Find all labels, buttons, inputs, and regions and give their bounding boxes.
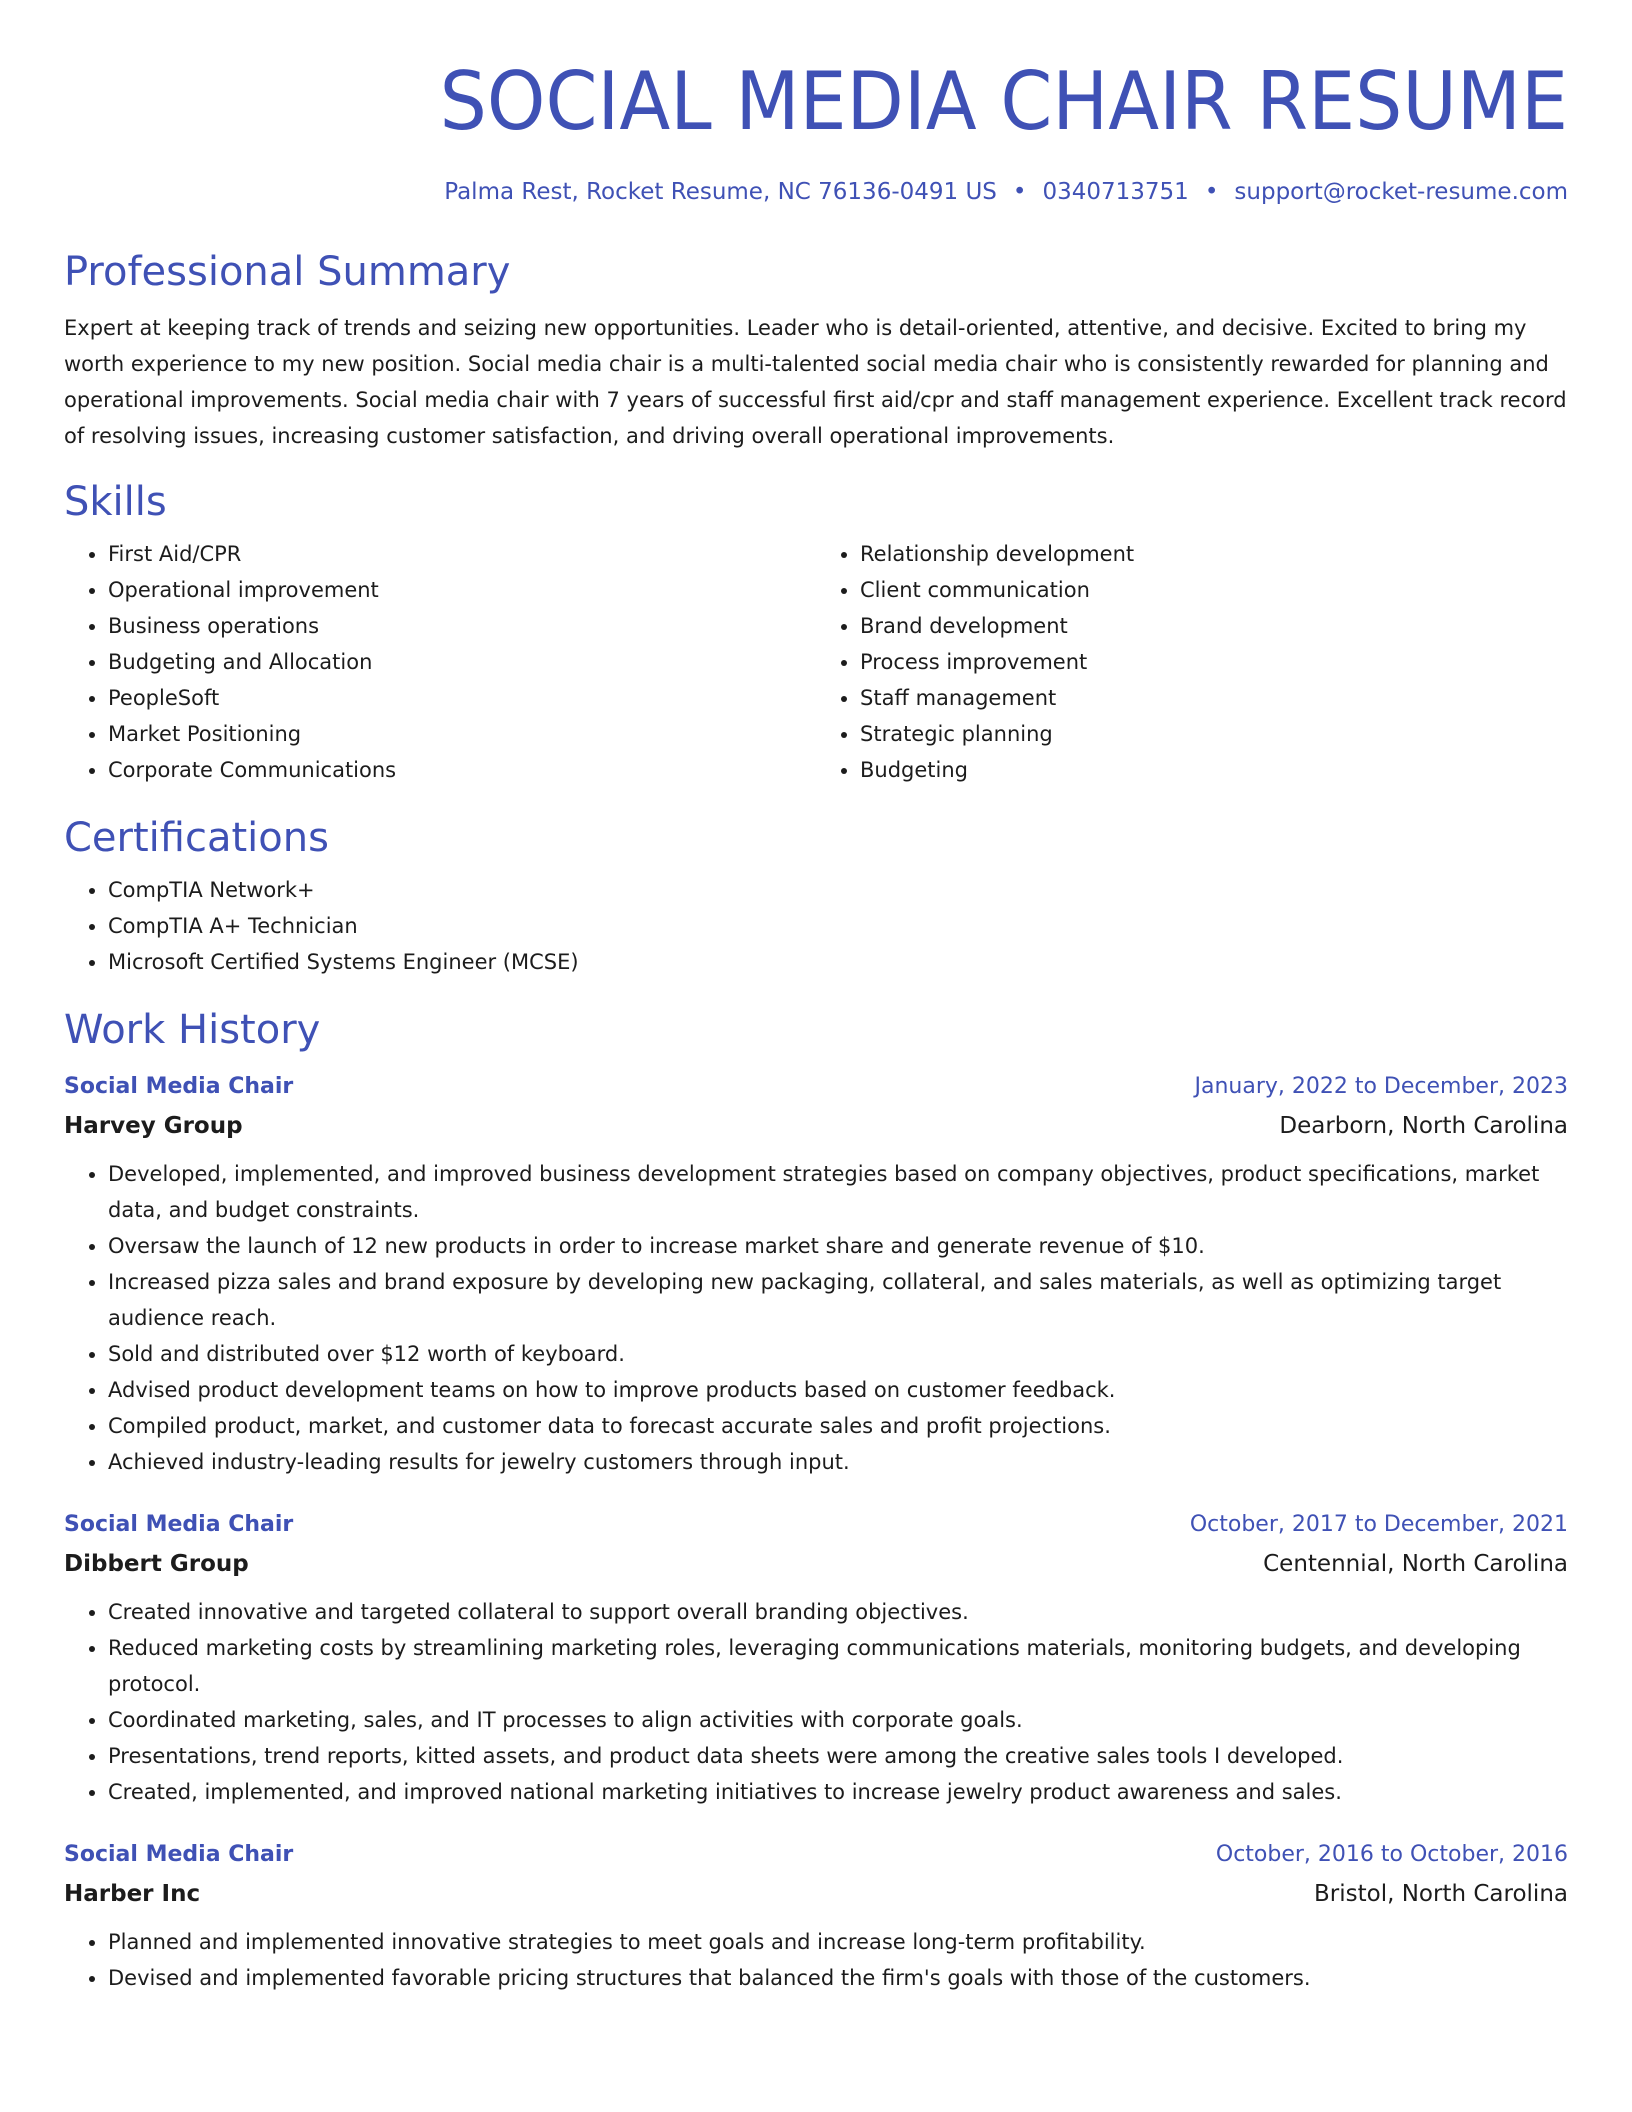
skill-item: • Budgeting and Allocation: [108, 644, 816, 680]
resume-title: SOCIAL MEDIA CHAIR RESUME: [439, 55, 1569, 148]
skill-item: • Brand development: [860, 608, 1568, 644]
contact-separator: •: [1204, 179, 1219, 205]
certification-item: • CompTIA A+ Technician: [108, 908, 1568, 944]
skill-item: • Operational improvement: [108, 572, 816, 608]
job-bullet: • Compiled product, market, and customer data to forecast accurate sales and profit projections.: [108, 1408, 1568, 1444]
section-heading-skills: Skills: [64, 479, 167, 525]
job-title: Social Media Chair: [64, 1842, 294, 1867]
job-bullet: • Advised product development teams on how to improve products based on customer feedback.: [108, 1372, 1568, 1408]
skill-item: • Relationship development: [860, 536, 1568, 572]
job-bullet: • Devised and implemented favorable pricing structures that balanced the firm's goals with those of the customers.: [108, 1960, 1568, 1996]
job-entry: [64, 1068, 1568, 1480]
job-company-row: [64, 1874, 1568, 1914]
skills-column-right: [816, 530, 1568, 788]
section-heading-certifications: Certifications: [64, 815, 329, 861]
job-header-row: [64, 1068, 1568, 1106]
job-bullets: [64, 1924, 1568, 1996]
skill-item: • Staff management: [860, 680, 1568, 716]
job-header-row: [64, 1506, 1568, 1544]
summary-text: Expert at keeping track of trends and seizing new opportunities. Leader who is detail-oriented, attentive, and decisive. Excited to bring my worth experience to my new position. Social media chair is a multi-talented social media chair who is consistently rewarded for planning and operational improvements. Social media chair with 7 years of successful first aid/cpr and staff management experience. Excellent track record of resolving issues, increasing customer satisfaction, and driving overall operational improvements.: [64, 316, 1567, 448]
work-history-section: [64, 1002, 1568, 1996]
job-company: Dibbert Group: [64, 1551, 249, 1577]
certification-item: • CompTIA Network+: [108, 872, 1568, 908]
job-bullet: • Developed, implemented, and improved business development strategies based on company objectives, product specifications, market data, and budget constraints.: [108, 1156, 1568, 1228]
skill-item: • Business operations: [108, 608, 816, 644]
job-entry: [64, 1506, 1568, 1810]
job-dates: October, 2016 to October, 2016: [1215, 1842, 1568, 1867]
job-header-row: [64, 1836, 1568, 1874]
skill-item: • First Aid/CPR: [108, 536, 816, 572]
skills-column-left: [64, 530, 816, 788]
job-company-row: [64, 1106, 1568, 1146]
job-dates: October, 2017 to December, 2021: [1189, 1512, 1568, 1537]
job-bullet: • Presentations, trend reports, kitted assets, and product data sheets were among the creative sales tools I developed.: [108, 1738, 1568, 1774]
skills-section: [64, 474, 1568, 788]
section-heading-summary: Professional Summary: [64, 249, 511, 295]
job-dates: January, 2022 to December, 2023: [1194, 1074, 1568, 1099]
contact-line: [64, 174, 1568, 210]
job-company-row: [64, 1544, 1568, 1584]
skills-list-right: [816, 536, 1568, 788]
job-bullets: [64, 1156, 1568, 1480]
job-company: Harvey Group: [64, 1113, 243, 1139]
section-heading-work-history: Work History: [64, 1007, 321, 1053]
job-location: Centennial, North Carolina: [1263, 1551, 1568, 1577]
job-bullet: • Sold and distributed over $12 worth of keyboard.: [108, 1336, 1568, 1372]
contact-email[interactable]: support@rocket-resume.com: [1234, 179, 1568, 205]
skill-item: • Process improvement: [860, 644, 1568, 680]
job-company: Harber Inc: [64, 1881, 201, 1907]
skills-list-left: [64, 536, 816, 788]
skill-item: • PeopleSoft: [108, 680, 816, 716]
job-bullets: [64, 1594, 1568, 1810]
contact-phone: 0340713751: [1042, 179, 1189, 205]
job-bullet: • Planned and implemented innovative strategies to meet goals and increase long-term profitability.: [108, 1924, 1568, 1960]
certifications-section: [64, 810, 1568, 980]
job-bullet: • Oversaw the launch of 12 new products in order to increase market share and generate revenue of $10.: [108, 1228, 1568, 1264]
skills-columns: [64, 530, 1568, 788]
job-location: Dearborn, North Carolina: [1279, 1113, 1568, 1139]
job-entry: [64, 1836, 1568, 1996]
job-bullet: • Created innovative and targeted collateral to support overall branding objectives.: [108, 1594, 1568, 1630]
professional-summary-section: [64, 244, 1568, 454]
contact-address: Palma Rest, Rocket Resume, NC 76136-0491 US: [444, 179, 997, 205]
job-title: Social Media Chair: [64, 1074, 294, 1099]
job-location: Bristol, North Carolina: [1314, 1881, 1568, 1907]
job-bullet: • Increased pizza sales and brand exposure by developing new packaging, collateral, and sales materials, as well as optimizing target audience reach.: [108, 1264, 1568, 1336]
skill-item: • Market Positioning: [108, 716, 816, 752]
certification-item: • Microsoft Certified Systems Engineer (MCSE): [108, 944, 1568, 980]
contact-separator: •: [1012, 179, 1027, 205]
skill-item: • Budgeting: [860, 752, 1568, 788]
resume-page: [64, 0, 1568, 1996]
certifications-list: [64, 872, 1568, 980]
job-title: Social Media Chair: [64, 1512, 294, 1537]
skill-item: • Corporate Communications: [108, 752, 816, 788]
job-bullet: • Reduced marketing costs by streamlining marketing roles, leveraging communications materials, monitoring budgets, and developing protocol.: [108, 1630, 1568, 1702]
job-bullet: • Coordinated marketing, sales, and IT processes to align activities with corporate goals.: [108, 1702, 1568, 1738]
job-bullet: • Created, implemented, and improved national marketing initiatives to increase jewelry product awareness and sales.: [108, 1774, 1568, 1810]
skill-item: • Strategic planning: [860, 716, 1568, 752]
job-bullet: • Achieved industry-leading results for jewelry customers through input.: [108, 1444, 1568, 1480]
skill-item: • Client communication: [860, 572, 1568, 608]
